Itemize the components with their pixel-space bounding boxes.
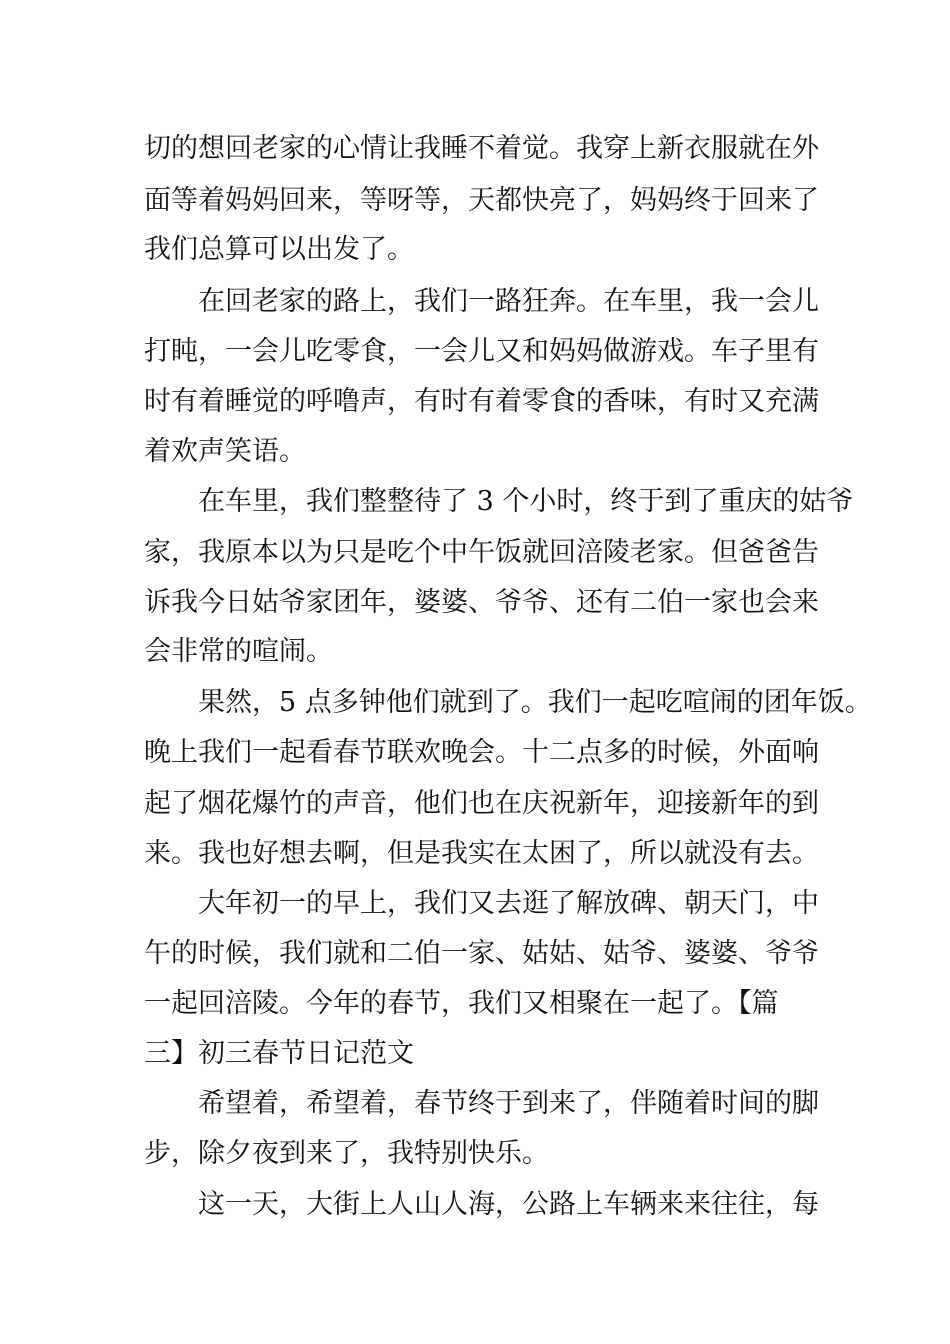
- text-line: 这一天，大街上人山人海，公路上车辆来来往往，每: [144, 1189, 819, 1220]
- text-line: 来。我也好想去啊，但是我实在太困了，所以就没有去。: [144, 838, 819, 869]
- text-line: 三】初三春节日记范文: [144, 1038, 414, 1069]
- text-line: 希望着，希望着，春节终于到来了，伴随着时间的脚: [144, 1088, 819, 1119]
- text-line: 晚上我们一起看春节联欢晚会。十二点多的时候，外面响: [144, 737, 819, 768]
- text-line: 我们总算可以出发了。: [144, 234, 414, 265]
- text-line: 家，我原本以为只是吃个中午饭就回涪陵老家。但爸爸告: [144, 537, 819, 568]
- text-line: 起了烟花爆竹的声音，他们也在庆祝新年，迎接新年的到: [144, 788, 819, 819]
- text-line: 一起回涪陵。今年的春节，我们又相聚在一起了。【篇: [144, 988, 779, 1019]
- text-line: 打盹，一会儿吃零食，一会儿又和妈妈做游戏。车子里有: [144, 336, 819, 367]
- text-line: 在车里，我们整整待了 3 个小时，终于到了重庆的姑爷: [144, 486, 854, 517]
- text-line: 着欢声笑语。: [144, 436, 306, 467]
- text-line: 诉我今日姑爷家团年，婆婆、爷爷、还有二伯一家也会来: [144, 587, 819, 618]
- text-line: 果然，5 点多钟他们就到了。我们一起吃喧闹的团年饭。: [144, 687, 872, 718]
- text-line: 会非常的喧闹。: [144, 636, 333, 667]
- text-line: 大年初一的早上，我们又去逛了解放碑、朝天门，中: [144, 888, 819, 919]
- text-line: 切的想回老家的心情让我睡不着觉。我穿上新衣服就在外: [144, 133, 819, 164]
- text-line: 在回老家的路上，我们一路狂奔。在车里，我一会儿: [144, 286, 819, 317]
- text-line: 午的时候，我们就和二伯一家、姑姑、姑爷、婆婆、爷爷: [144, 938, 819, 969]
- text-line: 时有着睡觉的呼噜声，有时有着零食的香味，有时又充满: [144, 386, 819, 417]
- text-line: 步，除夕夜到来了，我特别快乐。: [144, 1138, 549, 1169]
- text-line: 面等着妈妈回来，等呀等，天都快亮了，妈妈终于回来了: [144, 185, 819, 216]
